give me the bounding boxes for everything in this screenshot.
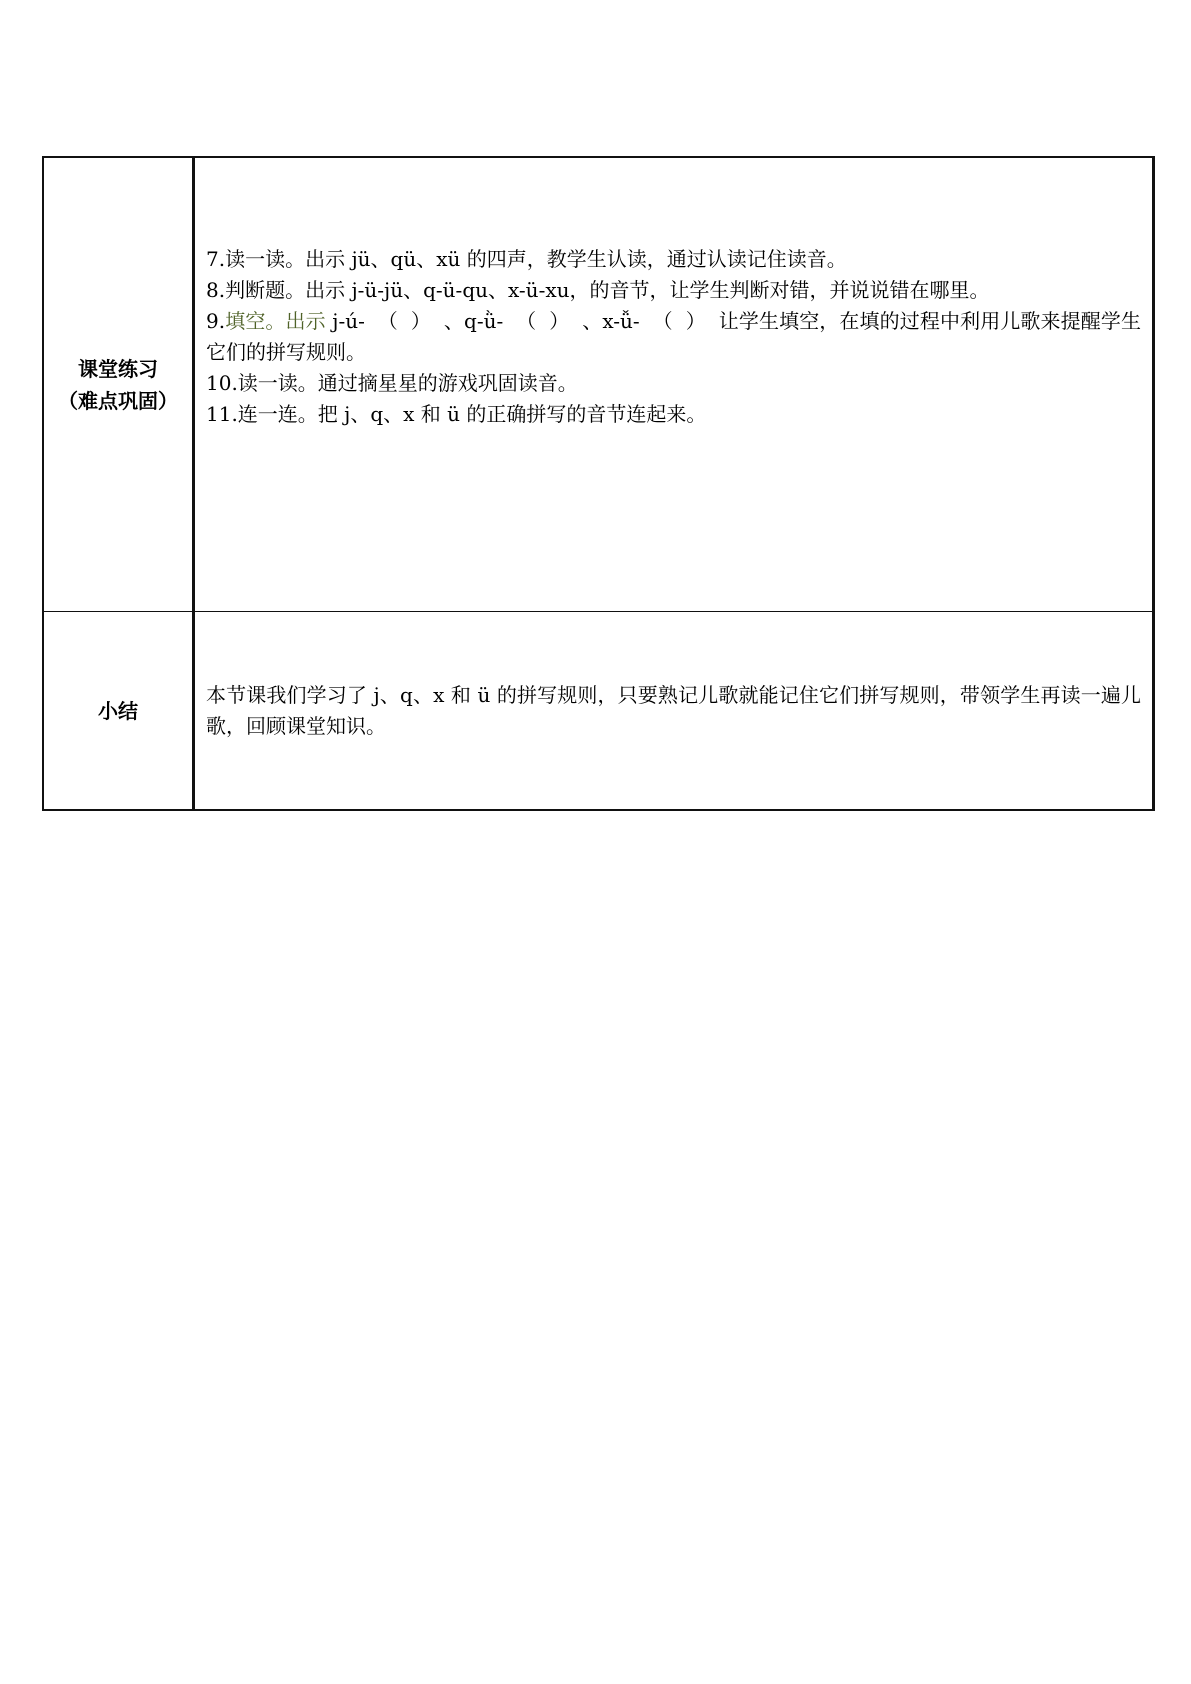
practice-item: [206, 306, 1141, 368]
summary-label-cell: [44, 612, 195, 809]
practice-label-cell: [44, 158, 195, 612]
practice-item: 8.判断题。出示 j-ü-jü、q-ü-qu、x-ü-xu，的音节，让学生判断对错，并说说错在哪里。: [206, 278, 990, 302]
practice-content-cell: [195, 158, 1152, 612]
practice-item-rest: j-ú- （ ） 、q-ǜ- （ ） 、x-ǚ- （ ） 让学生填空，在填的过程中利用儿歌来提醒学生它们的拼写规则。: [206, 309, 1141, 364]
practice-item: 10.读一读。通过摘星星的游戏巩固读音。: [206, 371, 578, 395]
summary-label: 小结: [98, 698, 138, 723]
practice-item: 11.连一连。把 j、q、x 和 ü 的正确拼写的音节连起来。: [206, 402, 707, 426]
practice-label: 课堂练习: [78, 356, 158, 381]
practice-item-highlight: 填空。出示: [225, 309, 326, 333]
practice-sublabel: （难点巩固）: [58, 388, 178, 413]
summary-content-cell: [195, 612, 1152, 809]
practice-item: 7.读一读。出示 jü、qü、xü 的四声，教学生认读，通过认读记住读音。: [206, 247, 847, 271]
lesson-table: [42, 156, 1155, 811]
practice-item-number: 9.: [206, 309, 226, 333]
summary-text: 本节课我们学习了 j、q、x 和 ü 的拼写规则，只要熟记儿歌就能记住它们拼写规则，带领学生再读一遍儿歌，回顾课堂知识。: [206, 682, 1141, 738]
